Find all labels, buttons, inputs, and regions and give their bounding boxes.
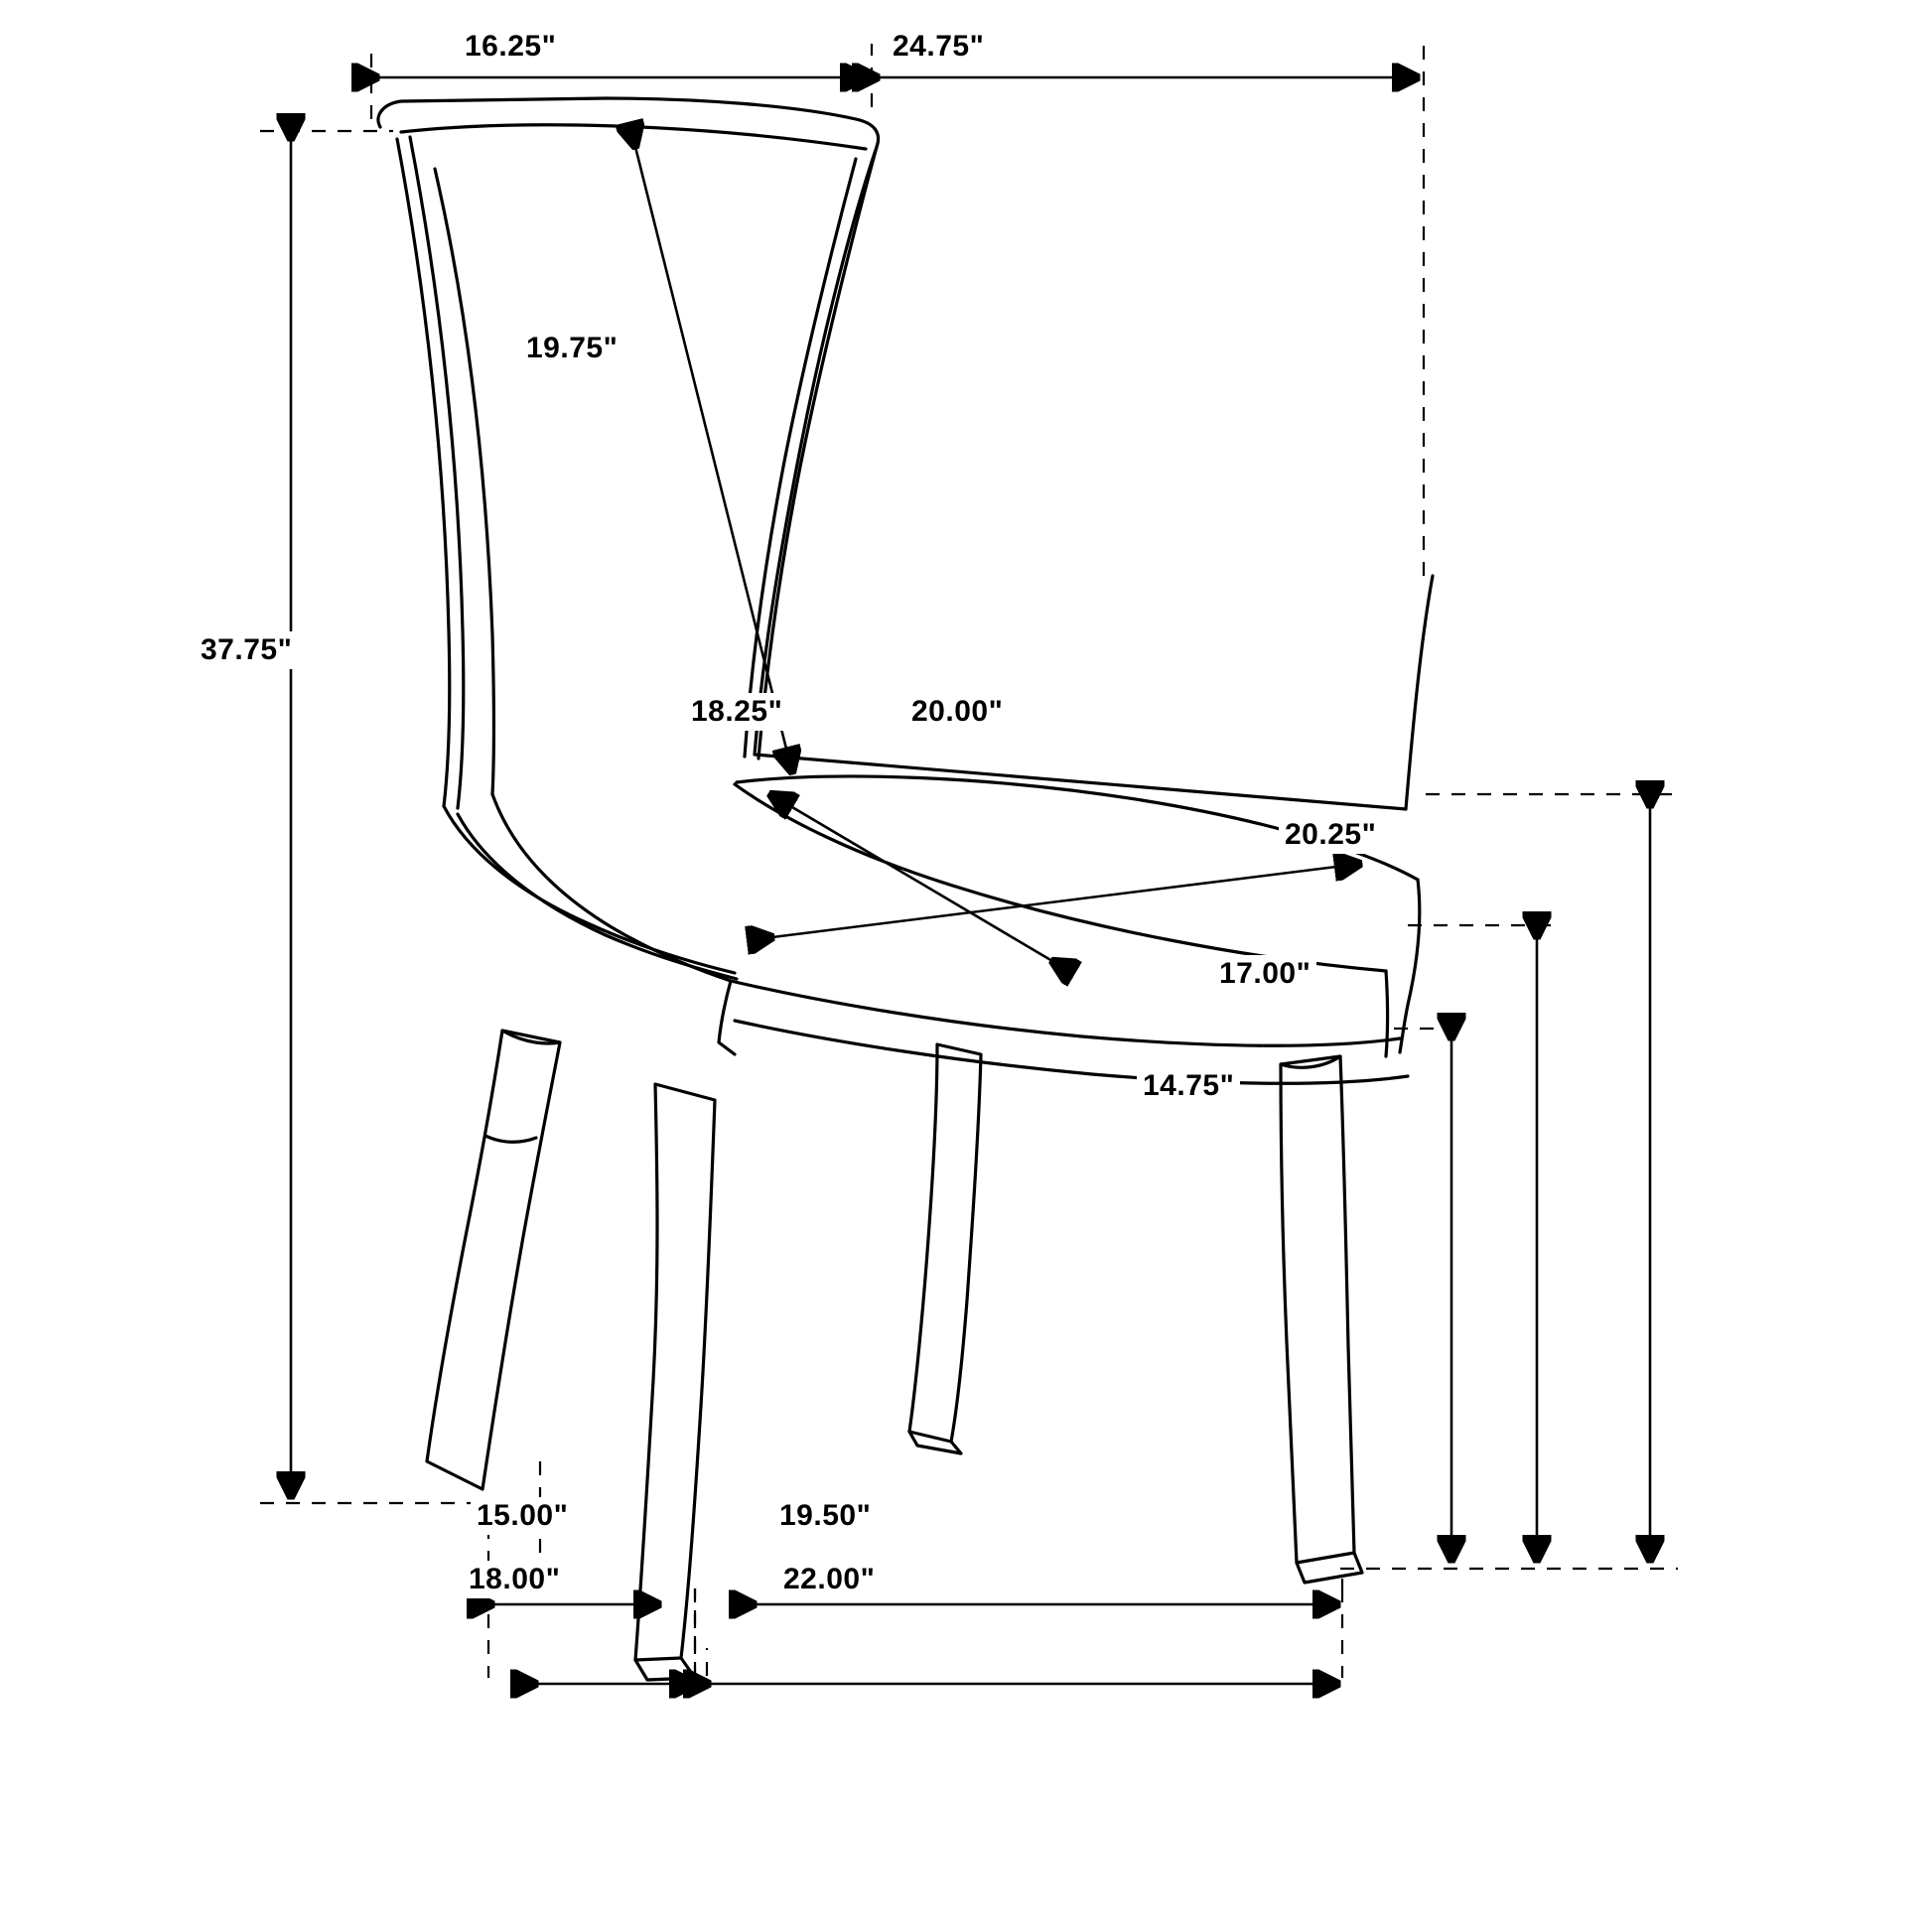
dimension-label-overall-height: 37.75" [195, 631, 298, 669]
dimension-label-apron-height: 14.75" [1137, 1067, 1240, 1105]
dimension-label-seat-depth-diagonal: 20.00" [905, 693, 1009, 731]
dimension-lines [260, 44, 1678, 1684]
dimension-label-overall-depth: 22.00" [777, 1561, 881, 1598]
dimension-label-back-width-left: 16.25" [459, 28, 562, 66]
dimension-label-seat-depth-bottom: 19.50" [773, 1497, 877, 1535]
dimension-label-arm-height: 20.25" [1279, 816, 1382, 854]
dim-line-18-25 [772, 864, 1360, 937]
dim-line-20-00 [770, 794, 1052, 961]
dimension-label-seat-height-front: 17.00" [1213, 955, 1316, 993]
dimension-label-seat-depth-top: 24.75" [887, 28, 990, 66]
dimension-label-seat-width: 18.25" [685, 693, 788, 731]
dimension-label-back-height-angled: 19.75" [520, 330, 623, 367]
dimension-label-leg-splay-rear: 15.00" [471, 1497, 574, 1535]
dimension-label-foot-span-rear: 18.00" [463, 1561, 566, 1598]
dim-line-19-75 [635, 147, 792, 772]
